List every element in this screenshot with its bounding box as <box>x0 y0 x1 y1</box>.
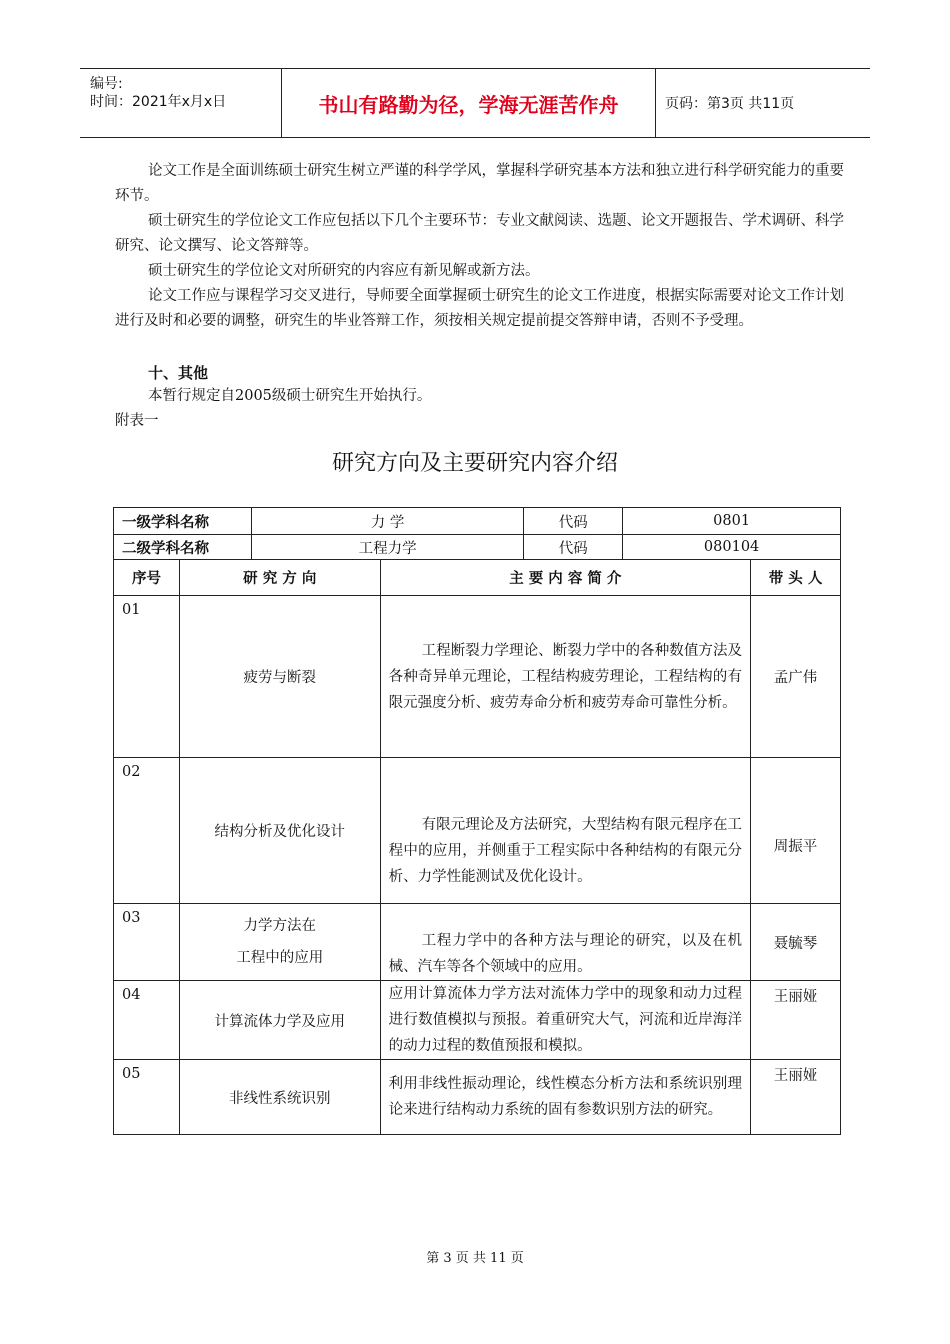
row-direction <box>179 904 380 981</box>
discipline2-value: 工程力学 <box>251 535 524 560</box>
research-table <box>113 507 841 1135</box>
table-row <box>114 758 841 904</box>
code2-label: 代码 <box>524 535 623 560</box>
paragraph-5: 本暂行规定自2005级硕士研究生开始执行。 <box>148 388 432 404</box>
discipline1-code: 0801 <box>623 508 841 535</box>
table-row <box>114 904 841 981</box>
table-row <box>114 1060 841 1135</box>
table-row <box>114 981 841 1060</box>
row-no: 05 <box>114 1060 180 1135</box>
row-lead: 孟广伟 <box>751 596 841 758</box>
code-label: 编号: <box>90 76 123 92</box>
row-content: 应用计算流体力学方法对流体力学中的现象和动力过程进行数值模拟与预报。着重研究大气，河流和近岸海洋的动力过程的数值预报和模拟。 <box>380 981 750 1060</box>
row-content: 有限元理论及方法研究，大型结构有限元程序在工程中的应用，并侧重于工程实际中各种结构的有限元分析、力学性能测试及优化设计。 <box>380 758 750 904</box>
col-header-lead: 带 头 人 <box>751 560 841 596</box>
row-lead: 聂毓琴 <box>751 904 841 981</box>
discipline2-label: 二级学科名称 <box>114 535 252 560</box>
row-direction: 疲劳与断裂 <box>179 596 380 758</box>
header-page-info: 页码：第3页 共11页 <box>665 96 795 112</box>
header-motto: 书山有路勤为径，学海无涯苦作舟 <box>281 69 656 137</box>
row-content: 工程断裂力学理论、断裂力学中的各种数值方法及各种奇异单元理论，工程结构疲劳理论，工程结构的有限元强度分析、疲劳寿命分析和疲劳寿命可靠性分析。 <box>380 596 750 758</box>
discipline1-label: 一级学科名称 <box>114 508 252 535</box>
paragraph-1: 论文工作是全面训练硕士研究生树立严谨的科学学风，掌握科学研究基本方法和独立进行科学研究能力的重要环节。 <box>115 163 844 204</box>
time-label: 时间：2021年x月x日 <box>90 94 227 110</box>
row-lead: 王丽娅 <box>751 1060 841 1135</box>
discipline-row-2 <box>114 535 841 560</box>
col-header-content: 主 要 内 容 简 介 <box>380 560 750 596</box>
row-content: 工程力学中的各种方法与理论的研究，以及在机械、汽车等各个领域中的应用。 <box>380 904 750 981</box>
row-lead: 周振平 <box>751 758 841 904</box>
appendix-label: 附表一 <box>115 413 159 429</box>
column-header-row <box>114 560 841 596</box>
row-direction-line-2: 工程中的应用 <box>236 950 324 966</box>
header-meta <box>80 69 281 137</box>
page-header <box>80 68 870 138</box>
discipline1-value: 力 学 <box>251 508 524 535</box>
paragraph-4: 论文工作应与课程学习交叉进行，导师要全面掌握硕士研究生的论文工作进度，根据实际需要对论文工作计划进行及时和必要的调整，研究生的毕业答辩工作，须按相关规定提前提交答辩申请，否则不予受理。 <box>115 288 844 329</box>
row-direction: 计算流体力学及应用 <box>179 981 380 1060</box>
row-no: 04 <box>114 981 180 1060</box>
row-direction: 结构分析及优化设计 <box>179 758 380 904</box>
discipline2-code: 080104 <box>623 535 841 560</box>
row-no: 03 <box>114 904 180 981</box>
row-direction-line-1: 力学方法在 <box>243 918 316 934</box>
row-no: 01 <box>114 596 180 758</box>
row-direction: 非线性系统识别 <box>179 1060 380 1135</box>
col-header-direction: 研 究 方 向 <box>179 560 380 596</box>
row-lead: 王丽娅 <box>751 981 841 1060</box>
page-footer: 第 3 页 共 11 页 <box>426 1251 524 1266</box>
code1-label: 代码 <box>524 508 623 535</box>
discipline-row-1 <box>114 508 841 535</box>
section-heading: 十、其他 <box>148 364 209 382</box>
table-title: 研究方向及主要研究内容介绍 <box>331 451 618 476</box>
row-no: 02 <box>114 758 180 904</box>
table-row <box>114 596 841 758</box>
paragraph-2: 硕士研究生的学位论文工作应包括以下几个主要环节：专业文献阅读、选题、论文开题报告、学术调研、科学研究、论文撰写、论文答辩等。 <box>115 213 844 254</box>
paragraph-3: 硕士研究生的学位论文对所研究的内容应有新见解或新方法。 <box>148 263 540 279</box>
row-content: 利用非线性振动理论，线性模态分析方法和系统识别理论来进行结构动力系统的固有参数识别方法的研究。 <box>380 1060 750 1135</box>
col-header-no: 序号 <box>114 560 180 596</box>
